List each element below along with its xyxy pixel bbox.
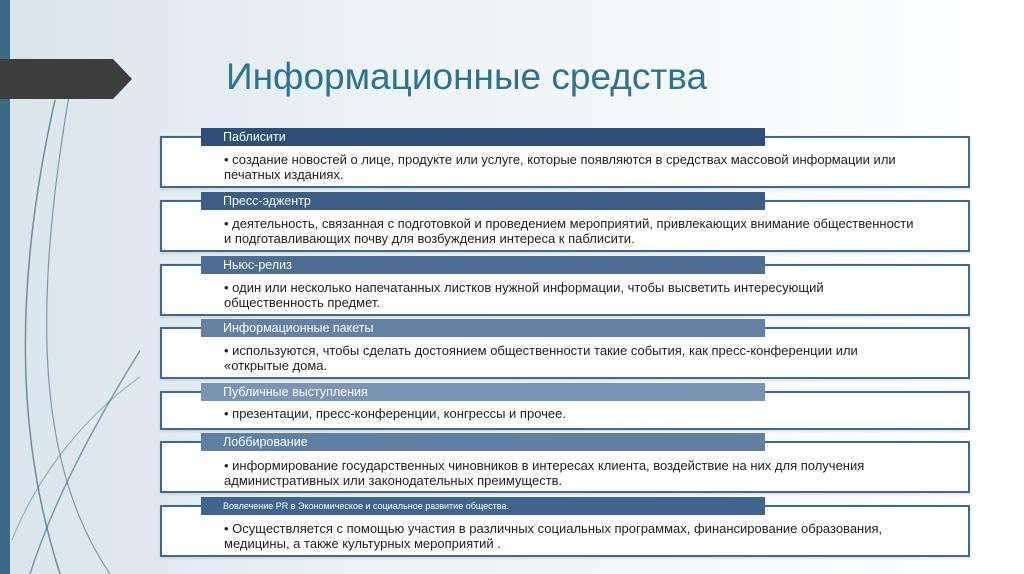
list-item-social-development	[160, 497, 970, 558]
item-description: • деятельность, связанная с подготовкой и проведением мероприятий, привлекающих внимание общественности и подготавливающих почву для возбуждения интереса к паблисити.	[224, 216, 914, 246]
list-item-info-packages	[160, 319, 970, 380]
item-heading: Пресс-эджентр	[201, 192, 765, 210]
list-item-press-agentry	[160, 192, 970, 253]
item-description: • используются, чтобы сделать достоянием общественности такие события, как пресс-конференции или «открытые дома.	[224, 343, 858, 373]
list-item-news-release	[160, 256, 970, 317]
item-description: • информирование государственных чиновников в интересах клиента, воздействие на них для получения административных или законодательных преимуществ.	[224, 458, 865, 488]
slide-title: Информационные средства	[226, 56, 708, 97]
title-arrow-tab	[0, 59, 132, 99]
item-heading: Ньюс-релиз	[201, 256, 765, 274]
item-description: • презентации, пресс-конференции, конгрессы и прочее.	[224, 406, 566, 421]
item-description: • создание новостей о лице, продукте или услуге, которые появляются в средствах массовой информации или печатных изданиях.	[224, 152, 896, 182]
item-heading: Паблисити	[201, 128, 765, 146]
list-item-public-speaking	[160, 383, 970, 430]
item-heading: Вовлечение PR в Экономическое и социальное развитие общества.	[201, 497, 765, 515]
list-item-publicity	[160, 128, 970, 189]
item-description: • Осуществляется с помощью участия в различных социальных программах, финансирование образования, медицины, а также культурных мероприятий .	[224, 521, 883, 551]
item-heading: Лоббирование	[201, 433, 765, 451]
item-description: • один или несколько напечатанных листков нужной информации, чтобы высветить интересующий общественность предмет.	[224, 280, 824, 310]
list-item-lobbying	[160, 433, 970, 494]
item-heading: Информационные пакеты	[201, 319, 765, 337]
item-heading: Публичные выступления	[201, 383, 765, 401]
